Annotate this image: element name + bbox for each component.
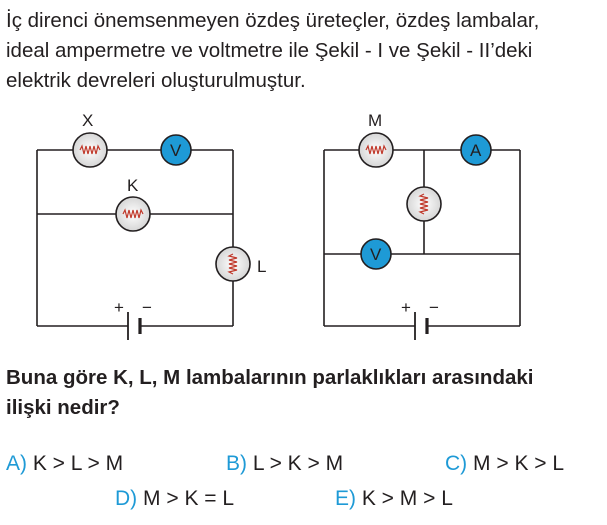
option-a[interactable] (6, 452, 123, 476)
figure-2-battery-plus: + (401, 298, 411, 317)
option-c-text: M > K > L (473, 452, 565, 475)
lamp-x-label: X (82, 111, 94, 130)
intro-line-2: ideal ampermetre ve voltmetre ile Şekil - I ve Şekil - II’deki (6, 39, 533, 62)
option-b[interactable] (226, 452, 343, 476)
lamp-k (116, 197, 150, 231)
question-line-1: Buna göre K, L, M lambalarının parlaklıkları arasındaki (6, 366, 534, 389)
option-e-text: K > M > L (361, 487, 453, 510)
option-c[interactable] (445, 452, 564, 476)
option-b-text: L > K > M (252, 452, 344, 475)
figure-1-voltmeter-label: V (170, 141, 182, 160)
lamp-k-label: K (127, 176, 139, 195)
figure-2-battery (415, 312, 427, 340)
option-b-letter: B) (226, 452, 247, 475)
figure-2-circuit (324, 150, 520, 326)
option-e[interactable] (335, 487, 453, 511)
lamp-m (359, 133, 393, 167)
figure-2-ammeter-label: A (470, 141, 482, 160)
lamp-l-label: L (257, 257, 267, 276)
figure-1-battery-plus: + (114, 298, 124, 317)
figure-2-battery-minus: − (429, 298, 439, 317)
option-e-letter: E) (335, 487, 356, 510)
intro-line-1: İç direnci önemsenmeyen özdeş üreteçler, özdeş lambalar, (6, 9, 540, 32)
question-text (6, 363, 533, 423)
figure-2-voltmeter-label: V (370, 245, 382, 264)
lamp-m-label: M (368, 111, 383, 130)
lamp-unlabeled (407, 187, 441, 221)
option-d-text: M > K = L (143, 487, 235, 510)
intro-line-3: elektrik devreleri oluşturulmuştur. (6, 69, 306, 92)
lamp-x (73, 133, 107, 167)
figure-1-battery (128, 312, 140, 340)
option-a-text: K > L > M (32, 452, 124, 475)
option-d-letter: D) (115, 487, 138, 510)
question-line-2: ilişki nedir? (6, 396, 120, 419)
option-c-letter: C) (445, 452, 468, 475)
figure-1-battery-minus: − (142, 298, 152, 317)
lamp-l (216, 247, 250, 281)
option-a-letter: A) (6, 452, 27, 475)
option-d[interactable] (115, 487, 234, 511)
